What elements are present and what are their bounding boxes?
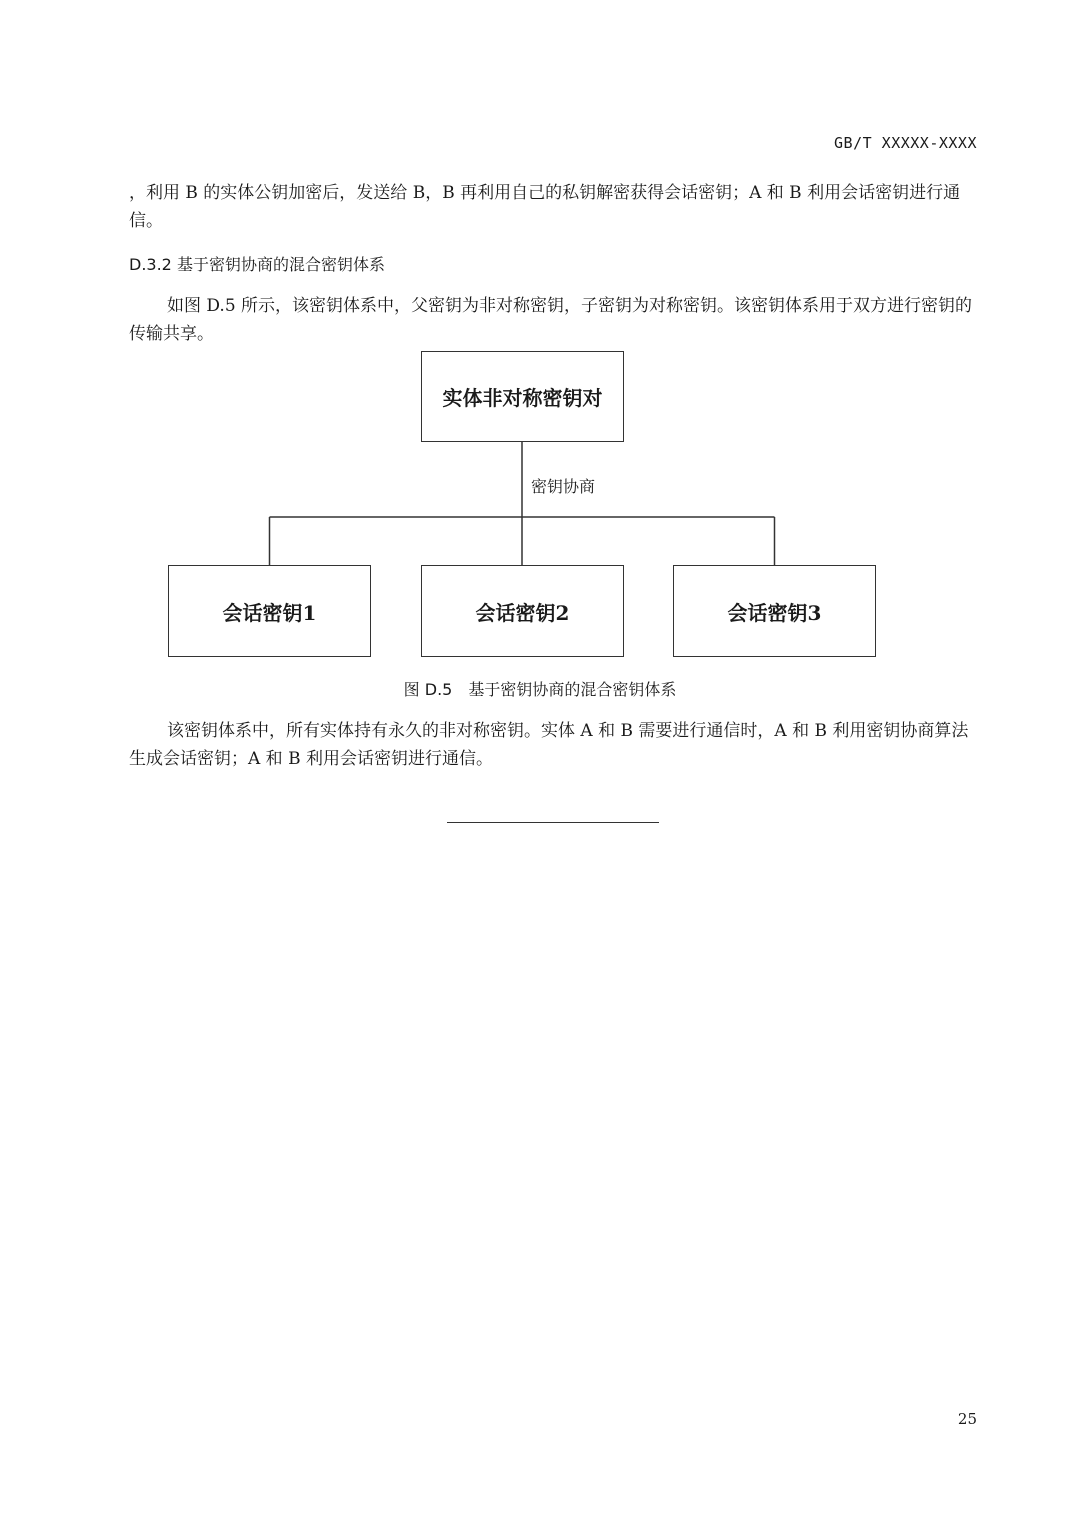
child-node-label-1: 会话密钥1 xyxy=(222,600,317,625)
end-rule xyxy=(447,822,659,823)
root-node-box xyxy=(421,351,624,442)
child-node-box-3 xyxy=(673,565,876,657)
continuation-paragraph: ，利用 B 的实体公钥加密后，发送给 B，B 再利用自己的私钥解密获得会话密钥；A 和 B 利用会话密钥进行通信。 xyxy=(129,183,961,231)
connector-label: 密钥协商 xyxy=(531,477,596,496)
child-node-label-2: 会话密钥2 xyxy=(475,600,570,625)
child-node-label-3: 会话密钥3 xyxy=(727,600,822,625)
intro-paragraph: 如图 D.5 所示，该密钥体系中，父密钥为非对称密钥，子密钥为对称密钥。该密钥体系用于双方进行密钥的传输共享。 xyxy=(129,296,973,344)
section-heading: D.3.2 基于密钥协商的混合密钥体系 xyxy=(129,255,385,274)
child-node-box-2 xyxy=(421,565,624,657)
page-number: 25 xyxy=(957,1410,977,1428)
child-node-box-1 xyxy=(168,565,371,657)
document-id-header: GB/T XXXXX-XXXX xyxy=(834,134,977,152)
figure-caption: 图 D.5 基于密钥协商的混合密钥体系 xyxy=(403,680,677,699)
closing-paragraph: 该密钥体系中，所有实体持有永久的非对称密钥。实体 A 和 B 需要进行通信时，A 和 B 利用密钥协商算法生成会话密钥；A 和 B 利用会话密钥进行通信。 xyxy=(129,721,969,769)
root-node-label: 实体非对称密钥对 xyxy=(442,386,603,410)
